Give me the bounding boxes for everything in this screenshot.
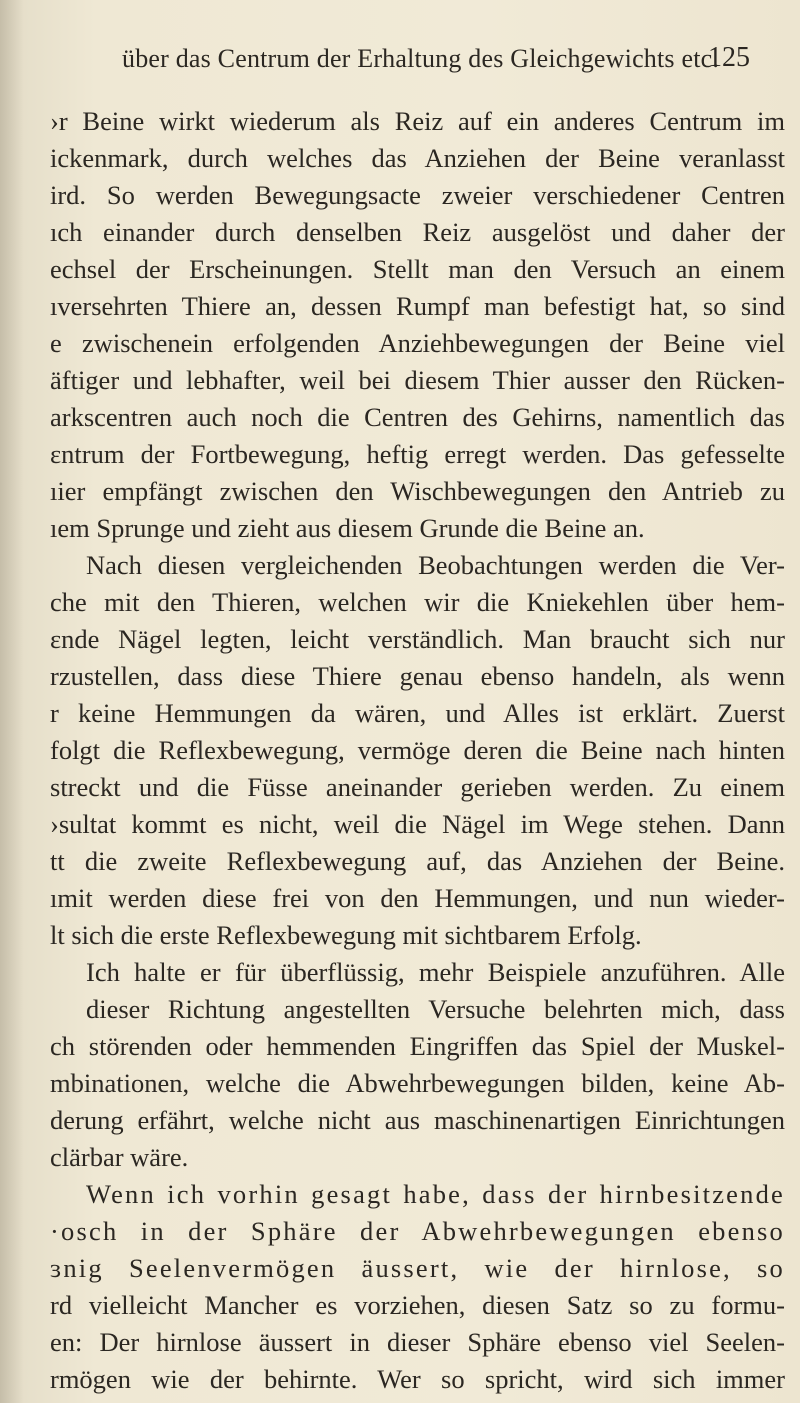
- text-line: ›r Beine wirkt wiederum als Reiz auf ein anderes Centrum im: [50, 106, 785, 136]
- text-line: ıem Sprunge und zieht aus diesem Grunde die Beine an.: [50, 513, 645, 543]
- text-line: ɛnde Nägel legten, leicht verständlich. Man braucht sich nur: [50, 624, 785, 654]
- running-title: über das Centrum der Erhaltung des Gleichgewichts etc.: [122, 44, 720, 73]
- text-line: ıch einander durch denselben Reiz ausgelöst und daher der: [50, 217, 785, 247]
- running-header: [0, 38, 800, 78]
- text-line: mbinationen, welche die Abwehrbewegungen bilden, keine Ab-: [50, 1068, 785, 1098]
- text-line: tt die zweite Reflexbewegung auf, das Anziehen der Beine.: [50, 846, 785, 876]
- text-line: Nach diesen vergleichenden Beobachtungen werden die Ver-: [86, 550, 785, 580]
- text-line: ɜnig Seelenvermögen äussert, wie der hirnlose, so: [50, 1253, 785, 1283]
- text-line: ›sultat kommt es nicht, weil die Nägel im Wege stehen. Dann: [50, 809, 785, 839]
- text-line: ch störenden oder hemmenden Eingriffen das Spiel der Muskel-: [50, 1031, 785, 1061]
- text-line: Ich halte er für überflüssig, mehr Beispiele anzuführen. Alle: [86, 957, 785, 987]
- text-line: äftiger und lebhafter, weil bei diesem Thier ausser den Rücken-: [50, 365, 785, 395]
- text-line: clärbar wäre.: [50, 1142, 189, 1172]
- text-line: rmögen wie der behirnte. Wer so spricht, wird sich immer: [50, 1364, 785, 1394]
- binding-shadow: [0, 0, 24, 1403]
- text-line: arkscentren auch noch die Centren des Gehirns, namentlich das: [50, 402, 785, 432]
- text-line: Wenn ich vorhin gesagt habe, dass der hirnbesitzende: [86, 1179, 785, 1209]
- text-line: ımit werden diese frei von den Hemmungen, und nun wieder-: [50, 883, 785, 913]
- body-text: [50, 103, 785, 1398]
- text-line: r keine Hemmungen da wären, und Alles ist erklärt. Zuerst: [50, 698, 785, 728]
- text-line: derung erfährt, welche nicht aus maschinenartigen Einrichtungen: [50, 1105, 785, 1135]
- text-line: che mit den Thieren, welchen wir die Kniekehlen über hem-: [50, 587, 785, 617]
- text-line: streckt und die Füsse aneinander gerieben werden. Zu einem: [50, 772, 785, 802]
- text-line: e zwischenein erfolgenden Anziehbewegungen der Beine viel: [50, 328, 785, 358]
- page-number: 125: [708, 42, 750, 73]
- text-line: rzustellen, dass diese Thiere genau ebenso handeln, als wenn: [50, 661, 785, 691]
- text-line: ird. So werden Bewegungsacte zweier verschiedener Centren: [50, 180, 785, 210]
- text-line: en: Der hirnlose äussert in dieser Sphäre ebenso viel Seelen-: [50, 1327, 785, 1357]
- text-line: lt sich die erste Reflexbewegung mit sichtbarem Erfolg.: [50, 920, 642, 950]
- text-line: dieser Richtung angestellten Versuche belehrten mich, dass: [86, 994, 785, 1024]
- text-line: echsel der Erscheinungen. Stellt man den Versuch an einem: [50, 254, 785, 284]
- text-line: ickenmark, durch welches das Anziehen der Beine veranlasst: [50, 143, 785, 173]
- text-line: folgt die Reflexbewegung, vermöge deren die Beine nach hinten: [50, 735, 785, 765]
- text-line: ·osch in der Sphäre der Abwehrbewegungen ebenso: [50, 1216, 785, 1246]
- text-line: rd vielleicht Mancher es vorziehen, diesen Satz so zu formu-: [50, 1290, 785, 1320]
- text-line: ıversehrten Thiere an, dessen Rumpf man befestigt hat, so sind: [50, 291, 785, 321]
- text-line: ɛntrum der Fortbewegung, heftig erregt werden. Das gefesselte: [50, 439, 785, 469]
- text-line: ıier empfängt zwischen den Wischbewegungen den Antrieb zu: [50, 476, 785, 506]
